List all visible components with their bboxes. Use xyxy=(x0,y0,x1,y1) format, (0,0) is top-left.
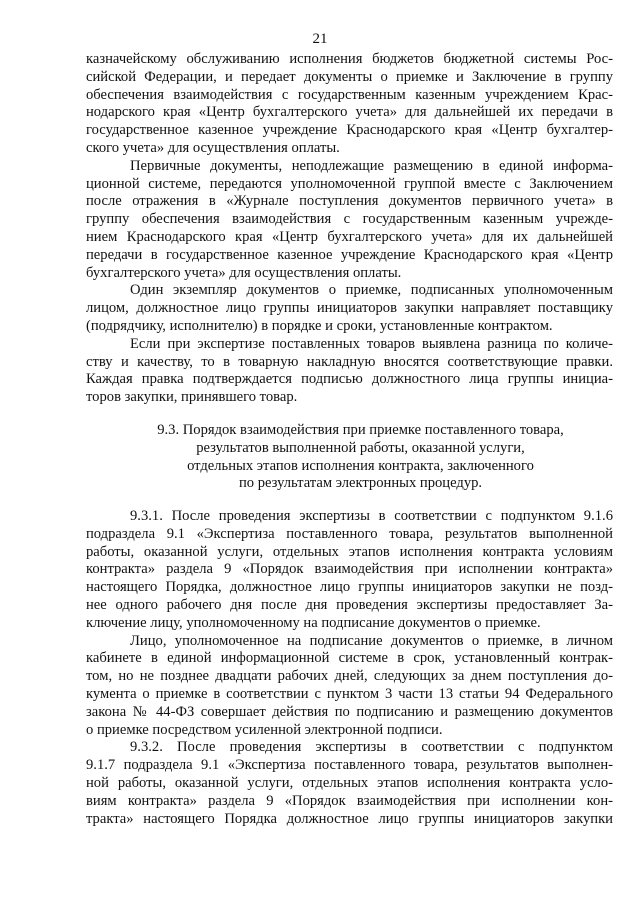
text-line: работы, оказанной услуги, отдельных этапов исполнения контракта условиям xyxy=(86,543,613,560)
paragraph xyxy=(86,158,613,283)
text-line: закона № 44-ФЗ совершает действия по подписанию и размещению документов xyxy=(86,703,613,720)
text-line: бухгалтерского учета» для осуществления оплаты. xyxy=(86,264,402,281)
text-line: ной работы, оказанной услуги, отдельных этапов исполнения контракта усло- xyxy=(86,774,613,791)
paragraph xyxy=(86,633,613,740)
text-line: ству и качеству, то в товарную накладную вносятся соответствующие правки. xyxy=(86,353,613,370)
paragraph xyxy=(86,508,613,633)
text-line: государственное казенное учреждение Краснодарского края «Центр бухгалтер- xyxy=(86,122,613,139)
text-line: нее одного рабочего дня после дня проведения экспертизы предоставляет За- xyxy=(86,596,613,613)
text-line: нием Краснодарского края «Центр бухгалтерского учета» для их дальнейшей xyxy=(86,228,613,245)
text-line: кабинете в единой информационной системе в срок, установленный контрак- xyxy=(86,650,613,667)
paragraph xyxy=(86,336,613,407)
text-line: нодарского края «Центр бухгалтерского учета» для дальнейшей их передачи в xyxy=(86,104,613,121)
text-line: Каждая правка подтверждается подписью должностного лица группы инициа- xyxy=(86,371,613,388)
body-text-top xyxy=(86,51,613,407)
heading-line: результатов выполненной работы, оказанной услуги, xyxy=(196,439,525,456)
text-line: виям контракта» раздела 9 «Порядок взаимодействия при исполнении кон- xyxy=(86,792,613,809)
text-line: 9.3.2. После проведения экспертизы в соответствии с подпунктом xyxy=(130,739,613,756)
text-line: Лицо, уполномоченное на подписание документов о приемке, в личном xyxy=(130,632,613,649)
text-line: передачи в государственное казенное учреждение Краснодарского края «Центр xyxy=(86,246,613,263)
text-line: обеспечения взаимодействия с государственным казенным учреждением Крас- xyxy=(86,86,613,103)
text-line: 9.3.1. После проведения экспертизы в соответствии с подпунктом 9.1.6 xyxy=(130,508,613,524)
text-line: ского учета» для осуществления оплаты. xyxy=(86,139,340,156)
text-line: Первичные документы, неподлежащие размещению в единой информа- xyxy=(130,157,613,174)
text-line: казначейскому обслуживанию исполнения бюджетов бюджетной системы Рос- xyxy=(86,51,613,67)
text-line: настоящего Порядка, должностное лицо группы инициаторов закупки не позд- xyxy=(86,579,613,596)
section-heading xyxy=(86,422,613,493)
text-line: Если при экспертизе поставленных товаров выявлена разница по количе- xyxy=(130,335,613,352)
text-line: кумента о приемке в соответствии с пунктом 3 части 13 статьи 94 Федерального xyxy=(86,685,613,702)
heading-line: отдельных этапов исполнения контракта, заключенного xyxy=(187,457,534,474)
heading-line: по результатам электронных процедур. xyxy=(238,475,483,492)
text-line: подраздела 9.1 «Экспертиза поставленного товара, результатов выполненной xyxy=(86,525,613,542)
text-line: контракта» раздела 9 «Порядок взаимодействия при исполнении контракта» xyxy=(86,561,613,578)
text-line: после отражения в «Журнале поступления документов первичного учета» в xyxy=(86,193,613,210)
text-line: ключение лицу, уполномоченному на подписание документов о приемке. xyxy=(86,614,541,631)
text-line: 9.1.7 подраздела 9.1 «Экспертиза поставленного товара, результатов выполнен- xyxy=(86,757,613,774)
paragraph xyxy=(86,51,613,158)
heading-line: 9.3. Порядок взаимодействия при приемке поставленного товара, xyxy=(157,422,564,438)
page-number: 21 xyxy=(312,31,328,47)
paragraph xyxy=(86,739,613,828)
text-line: тракта» настоящего Порядка должностное лицо группы инициаторов закупки xyxy=(86,810,613,827)
text-line: лицом, должностное лицо группы инициаторов закупки направляет поставщику xyxy=(86,300,613,317)
text-line: сийской Федерации, и передает документы о приемке и Заключение в группу xyxy=(86,68,613,85)
text-line: торов закупки, принявшего товар. xyxy=(86,389,298,406)
paragraph xyxy=(86,282,613,335)
body-text-bottom xyxy=(86,508,613,828)
text-line: Один экземпляр документов о приемке, подписанных уполномоченным xyxy=(130,282,613,299)
text-line: о приемке посредством усиленной электронной подписи. xyxy=(86,721,443,738)
text-line: ционной системе, передаются уполномоченной группой вместе с Заключением xyxy=(86,175,613,192)
text-line: том, но не позднее двадцати рабочих дней, следующих за днем поступления до- xyxy=(86,668,613,685)
text-line: (подрядчику, исполнителю) в порядке и сроки, установленные контрактом. xyxy=(86,317,553,334)
text-line: группу обеспечения взаимодействия с государственным казенным учрежде- xyxy=(86,211,613,228)
